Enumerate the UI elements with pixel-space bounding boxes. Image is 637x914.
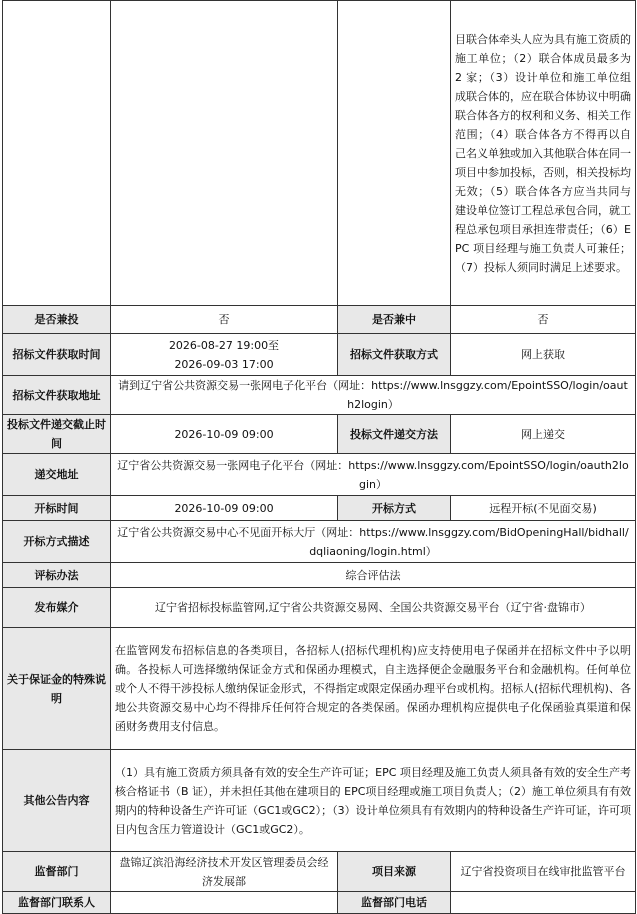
value-project-source: 辽宁省投资项目在线审批监管平台 <box>451 852 636 892</box>
value-supervision-contact <box>111 892 338 914</box>
label-publish-media: 发布媒介 <box>3 588 111 628</box>
value-joint-bid: 否 <box>111 306 338 334</box>
empty-label-cell <box>338 1 451 306</box>
row-other-content <box>3 750 636 852</box>
label-supervision-contact: 监督部门联系人 <box>3 892 111 914</box>
row-supervision-contact <box>3 892 636 914</box>
label-doc-obtain-address: 招标文件获取地址 <box>3 376 111 415</box>
value-evaluation-method: 综合评估法 <box>111 563 636 588</box>
label-project-source: 项目来源 <box>338 852 451 892</box>
value-doc-obtain-address: 请到辽宁省公共资源交易一张网电子化平台（网址：https://www.lnsggzy.com/EpointSSO/login/oauth2login） <box>111 376 636 415</box>
continuation-row <box>3 1 636 306</box>
row-bid-deadline <box>3 415 636 454</box>
value-other-content: （1）具有施工资质方须具备有效的安全生产许可证；EPC 项目经理及施工负责人须具备有效的安全生产考核合格证书（B 证），并未担任其他在建项目的 EPC项目经理或施工项目负责人；（2）施工单位须具有有效期内的特种设备生产许可证（GC1或GC2）；（3）设计单位须具有有效期内的特种设备生产许可证，许可项目内包含压力管道设计（GC1或GC2）。 <box>111 750 636 852</box>
label-supervision-dept: 监督部门 <box>3 852 111 892</box>
value-opening-time: 2026-10-09 09:00 <box>111 496 338 521</box>
value-submit-address: 辽宁省公共资源交易一张网电子化平台（网址：https://www.lnsggzy.com/EpointSSO/login/oauth2login） <box>111 454 636 496</box>
obtain-time-start: 2026-08-27 19:00至 <box>168 338 280 352</box>
row-deposit-notes <box>3 628 636 750</box>
value-opening-method: 远程开标(不见面交易) <box>451 496 636 521</box>
value-supervision-phone <box>451 892 636 914</box>
label-deposit-notes: 关于保证金的特殊说明 <box>3 628 111 750</box>
row-doc-obtain-address <box>3 376 636 415</box>
row-publish-media <box>3 588 636 628</box>
value-doc-obtain-time <box>111 334 338 376</box>
value-deposit-notes: 在监管网发布招标信息的各类项目，各招标人(招标代理机构)应支持使用电子保函并在招标文件中予以明确。各投标人可选择缴纳保证金方式和保函办理模式，自主选择便企金融服务平台和金融机构。任何单位或个人不得干涉投标人缴纳保证金形式，不得指定或限定保函办理平台或机构。招标人(招标代理机构)、各地公共资源交易中心均不得排斥任何符合规定的各类保函。保函办理机构应提供电子化保函验真渠道和保函财务费用支付信息。 <box>111 628 636 750</box>
empty-label-cell <box>3 1 111 306</box>
value-doc-obtain-method: 网上获取 <box>451 334 636 376</box>
value-opening-description: 辽宁省公共资源交易中心不见面开标大厅（网址：https://www.lnsggzy.com/BidOpeningHall/bidhall/dqliaoning/login.html） <box>111 521 636 563</box>
label-doc-obtain-time: 招标文件获取时间 <box>3 334 111 376</box>
value-bid-submit-method: 网上递交 <box>451 415 636 454</box>
consortium-requirements-text: 目联合体牵头人应为具有施工资质的施工单位；（2）联合体成员最多为 2 家；（3）设计单位和施工单位组成联合体的，应在联合体协议中明确联合体各方的权利和义务、相关工作范围；（4）联合体各方不得再以自己名义单独或加入其他联合体在同一项目中参加投标，否则，相关投标均无效；（5）联合体各方应当共同与建设单位签订工程总承包合同，就工程总承包项目承担连带责任；（6）EPC 项目经理与施工负责人可兼任；（7）投标人须同时满足上述要求。 <box>451 1 636 306</box>
tender-info-table <box>2 0 636 914</box>
label-bid-submit-method: 投标文件递交方法 <box>338 415 451 454</box>
label-other-content: 其他公告内容 <box>3 750 111 852</box>
label-opening-description: 开标方式描述 <box>3 521 111 563</box>
row-joint-bid <box>3 306 636 334</box>
row-opening-time <box>3 496 636 521</box>
label-joint-bid: 是否兼投 <box>3 306 111 334</box>
obtain-time-end: 2026-09-03 17:00 <box>174 357 274 371</box>
value-bid-deadline: 2026-10-09 09:00 <box>111 415 338 454</box>
row-opening-description <box>3 521 636 563</box>
label-joint-win: 是否兼中 <box>338 306 451 334</box>
label-evaluation-method: 评标办法 <box>3 563 111 588</box>
row-doc-obtain <box>3 334 636 376</box>
row-evaluation-method <box>3 563 636 588</box>
row-submit-address <box>3 454 636 496</box>
label-opening-time: 开标时间 <box>3 496 111 521</box>
label-submit-address: 递交地址 <box>3 454 111 496</box>
label-opening-method: 开标方式 <box>338 496 451 521</box>
value-publish-media: 辽宁省招标投标监管网,辽宁省公共资源交易网、全国公共资源交易平台（辽宁省·盘锦市） <box>111 588 636 628</box>
value-supervision-dept: 盘锦辽滨沿海经济技术开发区管理委员会经济发展部 <box>111 852 338 892</box>
value-joint-win: 否 <box>451 306 636 334</box>
label-supervision-phone: 监督部门电话 <box>338 892 451 914</box>
empty-value-cell <box>111 1 338 306</box>
row-supervision <box>3 852 636 892</box>
label-doc-obtain-method: 招标文件获取方式 <box>338 334 451 376</box>
label-bid-deadline: 投标文件递交截止时间 <box>3 415 111 454</box>
